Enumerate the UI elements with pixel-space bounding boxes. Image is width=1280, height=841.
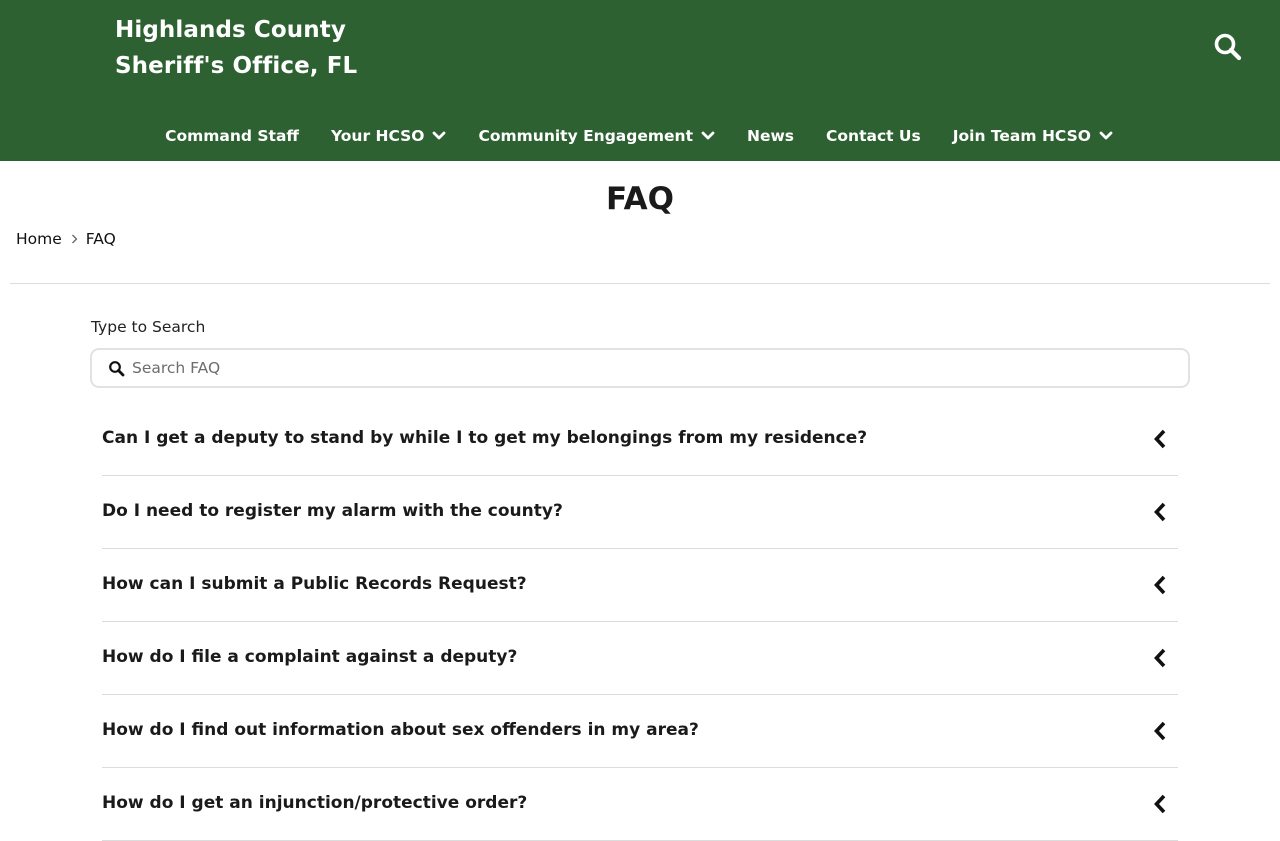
- faq-question: How do I get an injunction/protective order?: [102, 793, 528, 813]
- breadcrumb-home-link[interactable]: Home: [16, 230, 62, 248]
- nav-item-contact-us[interactable]: [810, 127, 937, 145]
- faq-list: [102, 403, 1178, 841]
- nav-item-your-hcso[interactable]: [315, 127, 463, 145]
- chevron-left-icon[interactable]: [1153, 501, 1167, 523]
- faq-item[interactable]: [102, 695, 1178, 768]
- faq-question: How do I find out information about sex offenders in my area?: [102, 720, 699, 740]
- search-icon[interactable]: [1212, 31, 1244, 63]
- nav-item-label: Contact Us: [826, 127, 921, 145]
- breadcrumb-current: FAQ: [85, 230, 116, 248]
- chevron-down-icon[interactable]: [432, 131, 446, 141]
- site-title[interactable]: Highlands County Sheriff's Office, FL: [115, 17, 358, 79]
- faq-item[interactable]: [102, 476, 1178, 549]
- search-icon: [108, 360, 125, 377]
- breadcrumb: [16, 228, 116, 250]
- faq-question: Do I need to register my alarm with the county?: [102, 501, 563, 521]
- nav-item-label: News: [746, 127, 795, 145]
- chevron-down-icon[interactable]: [701, 131, 715, 141]
- search-label: Type to Search: [91, 318, 206, 336]
- nav-item-label: Your HCSO: [330, 127, 425, 145]
- main-nav: [0, 118, 1279, 154]
- page-title: FAQ: [606, 181, 674, 217]
- chevron-down-icon[interactable]: [1099, 131, 1113, 141]
- nav-item-label: Community Engagement: [478, 127, 693, 145]
- nav-item-label: Command Staff: [165, 127, 299, 145]
- faq-item[interactable]: [102, 622, 1178, 695]
- faq-question: Can I get a deputy to stand by while I to get my belongings from my residence?: [102, 428, 868, 448]
- chevron-left-icon[interactable]: [1153, 720, 1167, 742]
- site-header: [0, 0, 1280, 161]
- section-divider: [10, 283, 1270, 284]
- search-input[interactable]: [132, 350, 1172, 386]
- faq-item[interactable]: [102, 549, 1178, 622]
- chevron-left-icon[interactable]: [1153, 428, 1167, 450]
- chevron-left-icon[interactable]: [1153, 574, 1167, 596]
- faq-item[interactable]: [102, 768, 1178, 841]
- nav-item-join-team-hcso[interactable]: [937, 127, 1129, 145]
- faq-item[interactable]: [102, 403, 1178, 476]
- nav-item-news[interactable]: [731, 127, 810, 145]
- faq-question: How can I submit a Public Records Request?: [102, 574, 527, 594]
- nav-item-community-engagement[interactable]: [462, 127, 731, 145]
- nav-item-label: Join Team HCSO: [952, 127, 1091, 145]
- search-box: [90, 348, 1190, 388]
- chevron-right-icon: [71, 234, 78, 244]
- faq-question: How do I file a complaint against a deputy?: [102, 647, 518, 667]
- nav-item-command-staff[interactable]: [149, 127, 315, 145]
- chevron-left-icon[interactable]: [1153, 793, 1167, 815]
- chevron-left-icon[interactable]: [1153, 647, 1167, 669]
